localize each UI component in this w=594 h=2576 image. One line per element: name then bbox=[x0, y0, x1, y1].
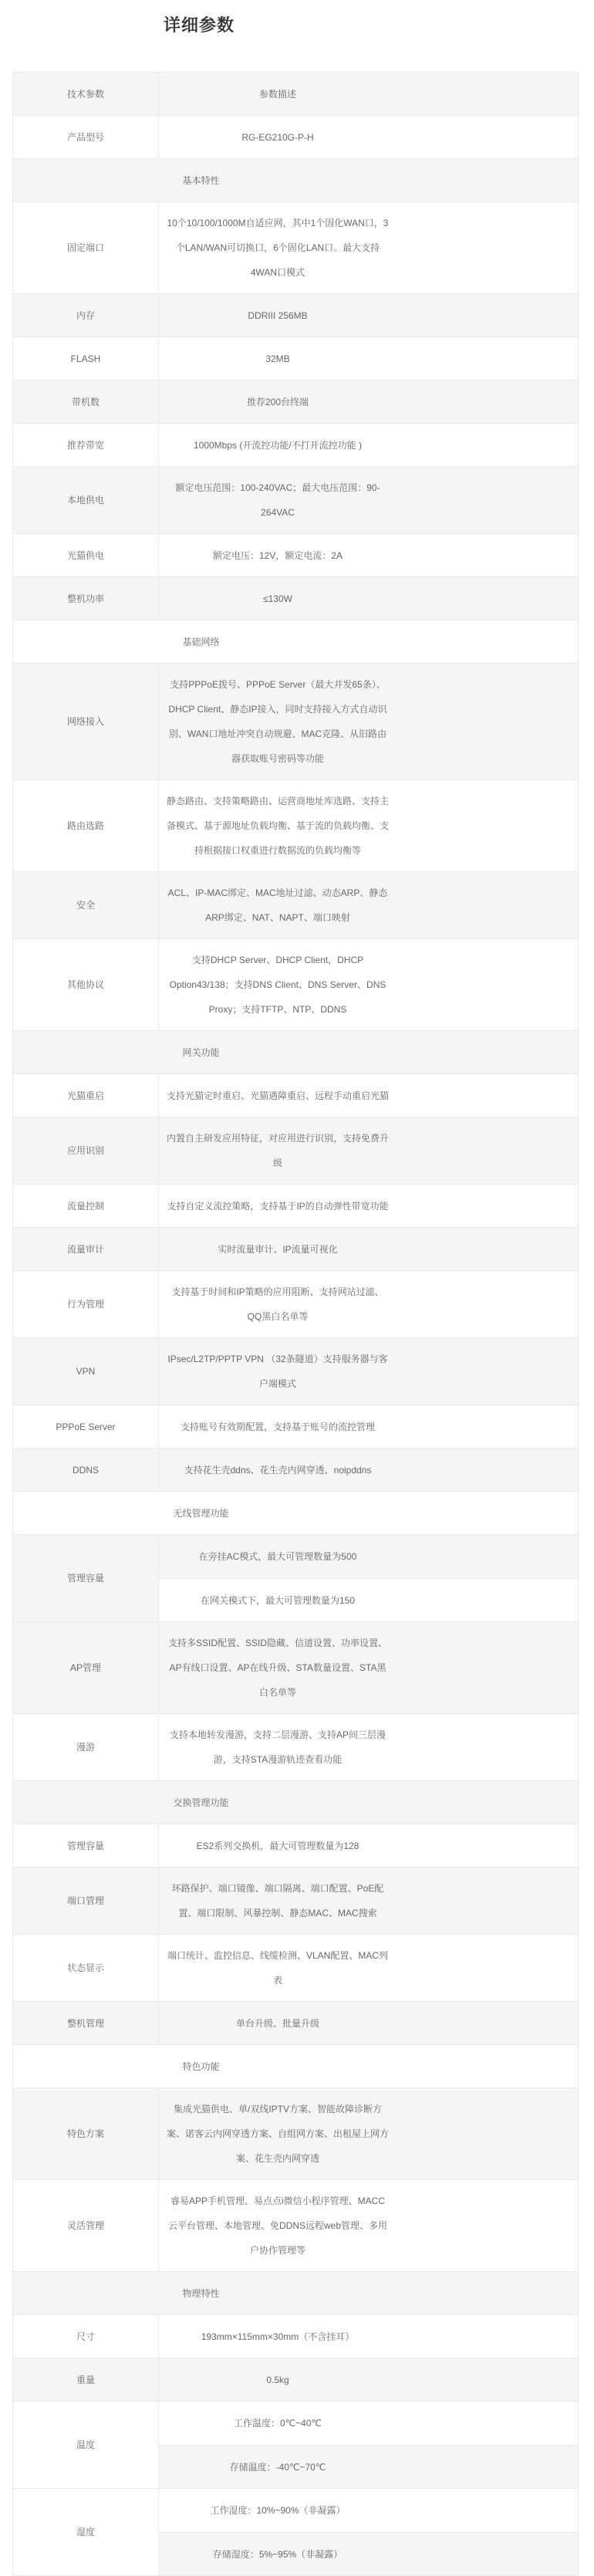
spec-row bbox=[13, 1935, 578, 2002]
spec-label: 网络接入 bbox=[13, 664, 159, 779]
spec-subvalue: 存储温度：-40℃~70℃ bbox=[159, 2445, 578, 2488]
spec-row bbox=[13, 380, 578, 424]
spec-row bbox=[13, 939, 578, 1031]
section-title: 基础网络 bbox=[182, 636, 220, 647]
spec-value: 10个10/100/1000M自适应网，其中1个固化WAN口，3个LAN/WAN可切换口，6个固化LAN口。最大支持4WAN口模式 bbox=[167, 218, 389, 278]
spec-label: 产品型号 bbox=[13, 116, 159, 158]
spec-row bbox=[13, 2402, 578, 2489]
spec-label: 推荐带宽 bbox=[13, 424, 159, 466]
spec-value: DDRIII 256MB bbox=[248, 309, 308, 321]
spec-label: 状态显示 bbox=[13, 1935, 159, 2001]
spec-value: 32MB bbox=[265, 353, 290, 364]
spec-subvalue: 在旁挂AC模式，最大可管理数量为500 bbox=[159, 1535, 578, 1578]
spec-value: 单台升级、批量升级 bbox=[235, 2017, 319, 2029]
spec-row bbox=[13, 116, 578, 159]
spec-row bbox=[13, 1117, 578, 1185]
spec-row bbox=[13, 2002, 578, 2045]
table-header-row bbox=[13, 73, 578, 116]
spec-row bbox=[13, 780, 578, 872]
spec-value: 睿易APP手机管理、易点点i微信小程序管理、MACC云平台管理、本地管理、免DDNS远程web管理、多用户协作管理等 bbox=[167, 2196, 388, 2256]
column-header-param-desc: 参数描述 bbox=[258, 88, 296, 100]
spec-label: 灵活管理 bbox=[13, 2180, 159, 2271]
spec-value: 支持光猫定时重启、光猫遇障重启、远程手动重启光猫 bbox=[167, 1090, 390, 1101]
spec-label: 固定端口 bbox=[13, 202, 159, 293]
spec-label: DDNS bbox=[13, 1449, 159, 1491]
spec-value: 静态路由、支持策略路由、运营商地址库选路、支持主备模式、基于源地址负载均衡、基于流的负载均衡、支持根据接口权重进行数据流的负载均衡等 bbox=[167, 796, 390, 856]
spec-row bbox=[13, 294, 578, 337]
spec-label: 光猫重启 bbox=[13, 1074, 159, 1117]
spec-row bbox=[13, 2315, 578, 2358]
spec-value: 0.5kg bbox=[266, 2374, 289, 2385]
section-row bbox=[13, 2045, 578, 2088]
spec-row bbox=[13, 1622, 578, 1714]
spec-value: RG-EG210G-P-H bbox=[241, 131, 314, 143]
section-row bbox=[13, 2272, 578, 2315]
spec-subvalue: 工作湿度：10%~90%（非凝露） bbox=[210, 2505, 346, 2516]
spec-row bbox=[13, 2489, 578, 2576]
spec-label: VPN bbox=[13, 1338, 159, 1405]
spec-value: ≤130W bbox=[263, 593, 292, 604]
spec-value: IPsec/L2TP/PPTP VPN （32条隧道）支持服务器与客户端模式 bbox=[167, 1354, 388, 1389]
spec-row bbox=[13, 2088, 578, 2180]
spec-row bbox=[13, 1535, 578, 1622]
spec-value: 集成光猫供电、单/双线IPTV方案、智能故障诊断方案、诺客云内网穿透方案、自组网方案、出租屋上网方案、花生壳内网穿透 bbox=[167, 2104, 390, 2164]
spec-row bbox=[13, 1185, 578, 1228]
table-body bbox=[13, 116, 578, 2576]
section-title: 物理特性 bbox=[182, 2287, 220, 2299]
spec-label: 其他协议 bbox=[13, 939, 159, 1030]
spec-label: 漫游 bbox=[13, 1714, 159, 1780]
spec-value: 支持基于时间和IP策略的应用阻断、支持网站过滤、QQ黑白名单等 bbox=[171, 1286, 384, 1322]
spec-label: 路由选路 bbox=[13, 780, 159, 871]
spec-label: 安全 bbox=[13, 872, 159, 938]
spec-value: 支持DHCP Server、DHCP Client，DHCP Option43/138；支持DNS Client、DNS Server、DNS Proxy；支持TFTP、NTP、DDNS bbox=[169, 955, 386, 1015]
spec-row bbox=[13, 1228, 578, 1271]
section-title: 网关功能 bbox=[182, 1046, 220, 1058]
spec-row bbox=[13, 1338, 578, 1405]
spec-label: 重量 bbox=[13, 2358, 159, 2401]
section-title: 交换管理功能 bbox=[173, 1797, 229, 1808]
spec-label: 本地供电 bbox=[13, 467, 159, 533]
spec-row bbox=[13, 1868, 578, 1935]
section-row bbox=[13, 1492, 578, 1535]
spec-value: 支持自定义流控策略，支持基于IP的自动弹性带宽功能 bbox=[167, 1200, 389, 1212]
section-title: 无线管理功能 bbox=[173, 1507, 229, 1519]
spec-label: FLASH bbox=[13, 337, 159, 380]
spec-label: 流量控制 bbox=[13, 1185, 159, 1227]
section-title: 基本特性 bbox=[182, 174, 220, 186]
spec-label: 端口管理 bbox=[13, 1868, 159, 1934]
spec-row bbox=[13, 1271, 578, 1338]
spec-value: ACL、IP-MAC绑定、MAC地址过滤、动态ARP、静态ARP绑定、NAT、NAPT、端口映射 bbox=[167, 887, 388, 923]
spec-row bbox=[13, 1714, 578, 1781]
spec-value: 推荐200台终端 bbox=[246, 396, 309, 407]
spec-row bbox=[13, 424, 578, 467]
spec-row bbox=[13, 1405, 578, 1449]
section-row bbox=[13, 1031, 578, 1074]
column-header-tech-param: 技术参数 bbox=[13, 73, 159, 115]
spec-row bbox=[13, 202, 578, 294]
spec-row bbox=[13, 872, 578, 939]
spec-label: 尺寸 bbox=[13, 2315, 159, 2358]
spec-label: 内存 bbox=[13, 294, 159, 336]
spec-row bbox=[13, 577, 578, 620]
spec-row bbox=[13, 467, 578, 534]
spec-value: 1000Mbps (开流控功能/不打开流控功能 ) bbox=[193, 439, 363, 451]
spec-subvalue: 在网关模式下，最大可管理数量为150 bbox=[159, 1578, 578, 1621]
spec-table bbox=[12, 72, 579, 2576]
spec-value: 实时流量审计、IP流量可视化 bbox=[218, 1243, 338, 1255]
spec-value: 支持花生壳ddns、花生壳内网穿透、noipddns bbox=[184, 1464, 372, 1476]
page-title: 详细参数 bbox=[163, 15, 235, 35]
spec-value: 支持PPPoE拨号、PPPoE Server（最大并发65条）、DHCP Client、静态IP接入，同时支持接入方式自动识别、WAN口地址冲突自动规避、MAC克隆、从旧路由器获取账号密码等功能 bbox=[168, 679, 387, 764]
spec-label: 整机管理 bbox=[13, 2002, 159, 2044]
spec-value: 额定电压：12V，额定电流：2A bbox=[212, 549, 343, 561]
spec-value: 支持本地转发漫游，支持二层漫游、支持AP间三层漫游，支持STA漫游轨迹查看功能 bbox=[169, 1729, 386, 1765]
spec-value: ES2系列交换机，最大可管理数量为128 bbox=[196, 1840, 359, 1851]
spec-row bbox=[13, 1824, 578, 1868]
spec-label: PPPoE Server bbox=[13, 1405, 159, 1448]
spec-label: 光猫供电 bbox=[13, 534, 159, 576]
spec-row bbox=[13, 534, 578, 577]
spec-value: 内置自主研发应用特征，对应用进行识别，支持免费升级 bbox=[167, 1133, 390, 1168]
section-row bbox=[13, 159, 578, 202]
spec-label: 应用识别 bbox=[13, 1117, 159, 1184]
spec-row bbox=[13, 337, 578, 380]
spec-label: 特色方案 bbox=[13, 2088, 159, 2179]
spec-subvalues bbox=[159, 2489, 578, 2575]
spec-subvalue: 工作温度：0℃~40℃ bbox=[234, 2418, 322, 2429]
spec-label: AP管理 bbox=[13, 1622, 159, 1713]
spec-label: 整机功率 bbox=[13, 577, 159, 620]
spec-row bbox=[13, 1449, 578, 1492]
spec-label: 流量审计 bbox=[13, 1228, 159, 1270]
spec-row bbox=[13, 2180, 578, 2272]
spec-value: 额定电压范围：100-240VAC；最大电压范围：90-264VAC bbox=[175, 482, 380, 518]
spec-subvalues bbox=[159, 2402, 578, 2488]
spec-subvalue: 存储湿度：5%~95%（非凝露） bbox=[159, 2532, 578, 2575]
spec-value: 支持多SSID配置、SSID隐藏、信道设置、功率设置、AP有线口设置、AP在线升级、STA数量设置、STA黑白名单等 bbox=[167, 1638, 388, 1698]
spec-value: 支持账号有效期配置，支持基于账号的流控管理 bbox=[180, 1421, 375, 1432]
spec-label: 温度 bbox=[13, 2402, 159, 2488]
spec-label: 带机数 bbox=[13, 380, 159, 423]
spec-label: 管理容量 bbox=[13, 1824, 159, 1867]
spec-row bbox=[13, 664, 578, 780]
spec-subvalues bbox=[159, 1535, 578, 1621]
spec-row bbox=[13, 2358, 578, 2402]
section-row bbox=[13, 620, 578, 664]
spec-label: 湿度 bbox=[13, 2489, 159, 2575]
spec-value: 环路保护、端口镜像、端口隔离、端口配置、PoE配置、端口限制、风暴控制、静态MAC、MAC搜索 bbox=[171, 1883, 384, 1918]
section-row bbox=[13, 1781, 578, 1824]
section-title: 特色功能 bbox=[182, 2060, 220, 2072]
spec-row bbox=[13, 1074, 578, 1117]
spec-label: 行为管理 bbox=[13, 1271, 159, 1337]
spec-label: 管理容量 bbox=[13, 1535, 159, 1621]
spec-value: 193mm×115mm×30mm（不含挂耳） bbox=[201, 2331, 355, 2342]
spec-value: 端口统计、监控信息、线缆检测、VLAN配置、MAC列表 bbox=[167, 1950, 388, 1986]
